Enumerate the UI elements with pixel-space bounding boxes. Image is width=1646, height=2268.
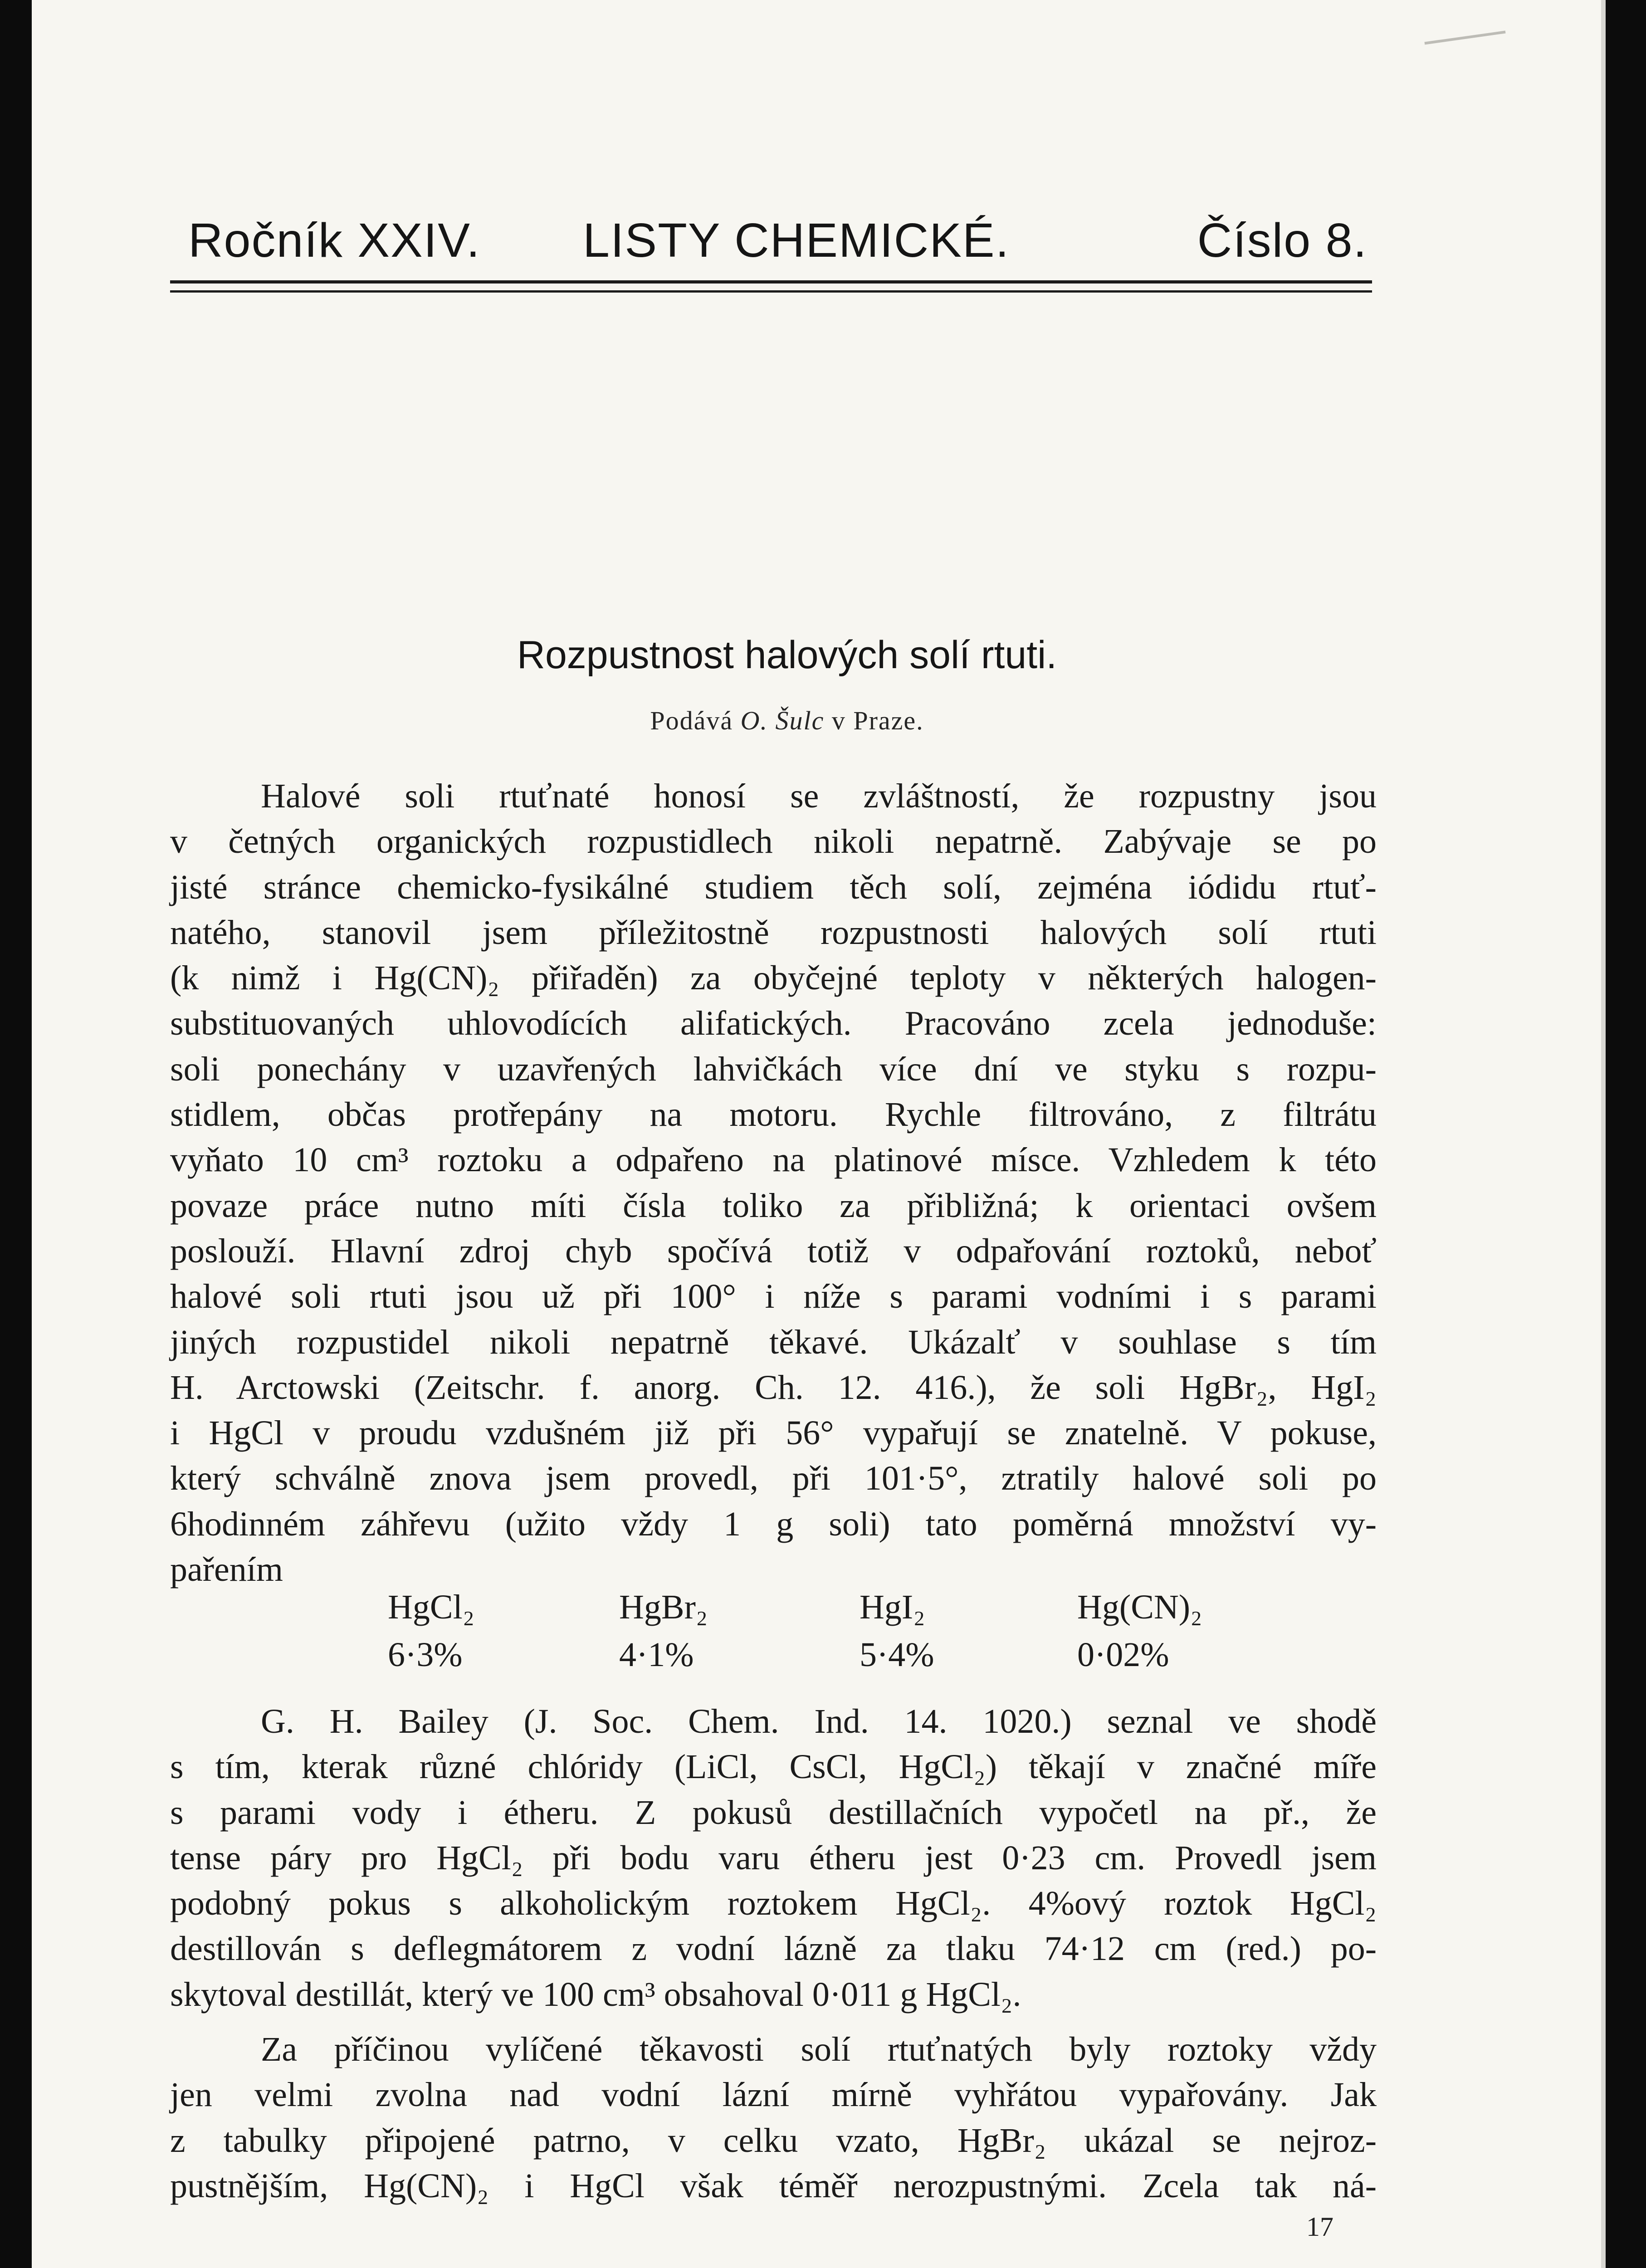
text-line: jisté stránce chemicko-fysikálné studiem těch solí, zejména iódidu rtuť- — [170, 868, 1377, 906]
text-line: jiných rozpustidel nikoli nepatrně těkavé. Ukázalť v souhlase s tím — [170, 1323, 1377, 1361]
text-line: 6hodinném záhřevu (užito vždy 1 g soli) tato poměrná množství vy- — [170, 1505, 1377, 1543]
text-line: G. H. Bailey (J. Soc. Chem. Ind. 14. 1020.) seznal ve shodě — [261, 1702, 1377, 1740]
text-line: pařením — [170, 1550, 283, 1589]
text-line: destillován s deflegmátorem z vodní lázně za tlaku 74·12 cm (red.) po- — [170, 1930, 1377, 1968]
page-edge — [1601, 0, 1606, 2268]
text-line: skytoval destillát, který ve 100 cm³ obsahoval 0·011 g HgCl₂. — [170, 1975, 1021, 2014]
paragraph-2 — [170, 1699, 1377, 2017]
document-page — [32, 0, 1606, 2268]
article-title: Rozpustnost halových solí rtuti. — [517, 633, 1057, 677]
scan-speck — [1424, 31, 1505, 45]
text-line: poslouží. Hlavní zdroj chyb spočívá totiž v odpařování roztoků, neboť — [170, 1232, 1377, 1270]
table-loss: 0·02% — [1077, 1636, 1169, 1674]
text-line: povaze práce nutno míti čísla toliko za přibližná; k orientaci ovšem — [170, 1186, 1377, 1225]
text-line: vyňato 10 cm³ roztoku a odpařeno na platinové mísce. Vzhledem k této — [170, 1141, 1377, 1179]
text-line: soli ponechány v uzavřených lahvičkách více dní ve styku s rozpu- — [170, 1050, 1377, 1088]
byline-suffix: v Praze. — [831, 706, 924, 735]
text-line: v četných organických rozpustidlech nikoli nepatrně. Zabývaje se po — [170, 822, 1377, 861]
text-line: Za příčinou vylíčené těkavosti solí rtuťnatých byly roztoky vždy — [261, 2030, 1377, 2068]
text-line: který schválně znova jsem provedl, při 101·5°, ztratily halové soli po — [170, 1459, 1377, 1498]
table-loss: 4·1% — [619, 1636, 694, 1674]
header-volume: Ročník XXIV. — [188, 214, 481, 267]
table-compound: Hg(CN)₂ — [1077, 1588, 1202, 1626]
text-line: natého, stanovil jsem příležitostně rozpustnosti halových solí rtuti — [170, 913, 1377, 952]
table-loss: 5·4% — [860, 1636, 934, 1674]
text-line: halové soli rtuti jsou už při 100° i níže s parami vodními i s parami — [170, 1277, 1377, 1316]
text-line: s parami vody i étheru. Z pokusů destillačních vypočetl na př., že — [170, 1793, 1377, 1832]
header-issue: Číslo 8. — [1197, 214, 1368, 267]
text-line: s tím, kterak různé chlóridy (LiCl, CsCl, HgCl₂) těkají v značné míře — [170, 1748, 1377, 1786]
header-journal: LISTY CHEMICKÉ. — [583, 214, 1010, 267]
text-line: Halové soli rtuťnaté honosí se zvláštností, že rozpustny jsou — [261, 777, 1377, 815]
running-header — [188, 213, 1368, 281]
table-compound: HgCl₂ — [388, 1588, 475, 1626]
header-rule-bottom — [170, 290, 1372, 293]
table-compound: HgBr₂ — [619, 1588, 708, 1626]
paragraph-3 — [170, 2027, 1377, 2209]
paragraph-1 — [170, 773, 1377, 1592]
text-line: stidlem, občas protřepány na motoru. Rychle filtrováno, z filtrátu — [170, 1095, 1377, 1134]
text-line: H. Arctowski (Zeitschr. f. anorg. Ch. 12. 416.), že soli HgBr₂, HgI₂ — [170, 1368, 1377, 1407]
text-line: tense páry pro HgCl₂ při bodu varu étheru jest 0·23 cm. Provedl jsem — [170, 1838, 1377, 1877]
header-rule-top — [170, 280, 1372, 284]
text-line: z tabulky připojené patrno, v celku vzato, HgBr₂ ukázal se nejroz- — [170, 2121, 1377, 2160]
table-compound: HgI₂ — [860, 1588, 925, 1626]
text-line: jen velmi zvolna nad vodní lázní mírně vyhřátou vypařovány. Jak — [170, 2076, 1377, 2114]
article-byline — [170, 705, 1404, 736]
text-line: i HgCl v proudu vzdušném již při 56° vypařují se znatelně. V pokuse, — [170, 1414, 1377, 1452]
table-loss: 6·3% — [388, 1636, 463, 1674]
text-line: (k nimž i Hg(CN)₂ přiřaděn) za obyčejné teploty v některých halogen- — [170, 959, 1377, 997]
byline-author: O. Šulc — [740, 706, 825, 735]
byline-prefix: Podává — [650, 706, 733, 735]
text-line: podobný pokus s alkoholickým roztokem HgCl₂. 4%ový roztok HgCl₂ — [170, 1884, 1377, 1923]
text-line: substituovaných uhlovodících alifatických. Pracováno zcela jednoduše: — [170, 1004, 1377, 1043]
text-line: pustnějším, Hg(CN)₂ i HgCl však téměř nerozpustnými. Zcela tak ná- — [170, 2166, 1377, 2205]
page-number: 17 — [1306, 2212, 1333, 2242]
